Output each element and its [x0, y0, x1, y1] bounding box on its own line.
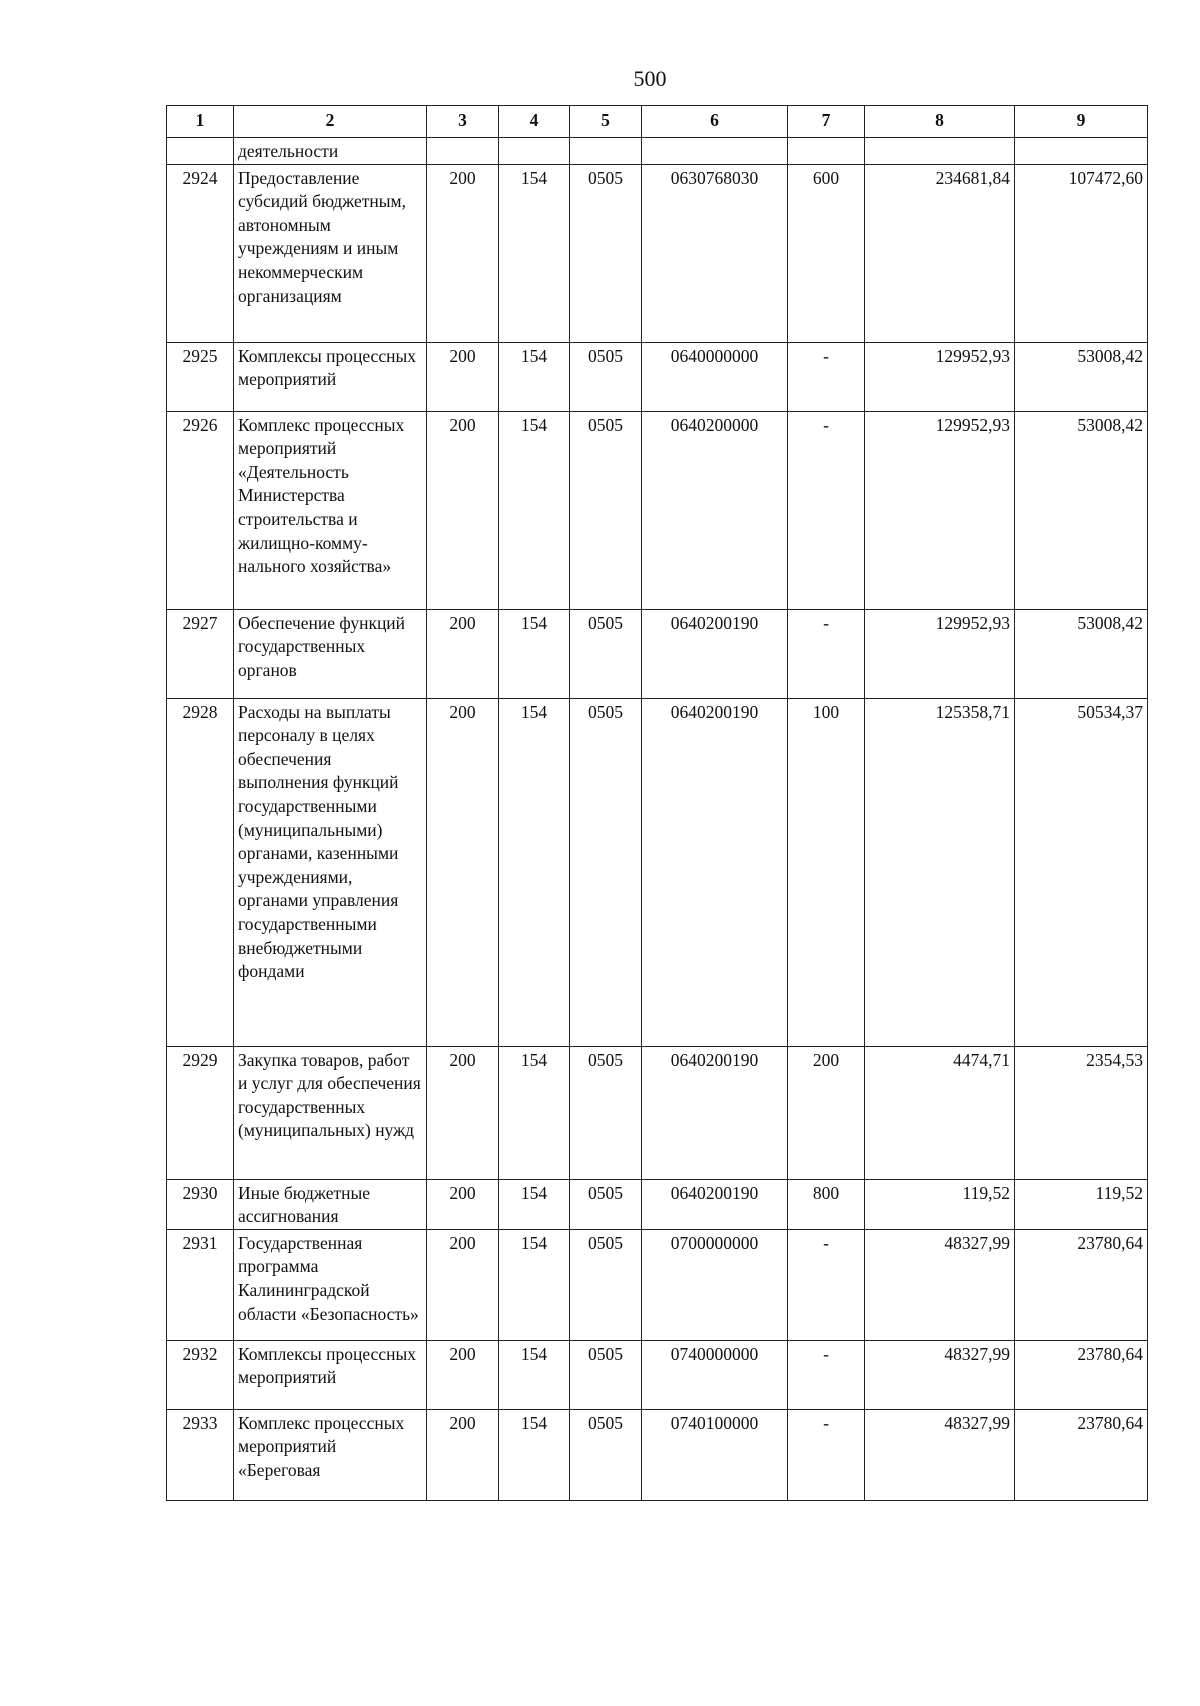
code-col5-cell: 0505 — [570, 1409, 642, 1500]
code-col3-cell: 200 — [427, 1046, 499, 1179]
header-cell: 3 — [427, 106, 499, 138]
item-name-cell: Комплекс процессных мероприятий «Деятельность Министерства строительства и жилищно-комму-нального хозяйства» — [234, 411, 427, 609]
expense-type-cell — [788, 138, 865, 165]
header-cell: 5 — [570, 106, 642, 138]
header-cell: 7 — [788, 106, 865, 138]
item-name-cell: Обеспечение функций государственных органов — [234, 609, 427, 698]
expense-type-cell: 200 — [788, 1046, 865, 1179]
table-row — [167, 1229, 1148, 1340]
header-cell: 9 — [1015, 106, 1148, 138]
header-cell: 1 — [167, 106, 234, 138]
amount-col9-cell: 23780,64 — [1015, 1409, 1148, 1500]
expense-type-cell: - — [788, 1409, 865, 1500]
table-body — [167, 138, 1148, 1501]
budget-table — [166, 105, 1148, 1501]
code-col4-cell — [499, 138, 570, 165]
code-col4-cell: 154 — [499, 342, 570, 411]
item-name-cell: Комплексы процессных мероприятий — [234, 1340, 427, 1409]
header-cell: 2 — [234, 106, 427, 138]
amount-col9-cell — [1015, 138, 1148, 165]
amount-col9-cell: 23780,64 — [1015, 1229, 1148, 1340]
item-name-cell: Иные бюджетные ассигнования — [234, 1179, 427, 1229]
expense-type-cell: 100 — [788, 698, 865, 1046]
table-row — [167, 411, 1148, 609]
code-col3-cell: 200 — [427, 411, 499, 609]
table-row — [167, 138, 1148, 165]
header-row — [167, 106, 1148, 138]
amount-col8-cell — [865, 138, 1015, 165]
target-code-cell: 0640000000 — [642, 342, 788, 411]
target-code-cell: 0640200190 — [642, 1046, 788, 1179]
code-col4-cell: 154 — [499, 1409, 570, 1500]
header-cell: 8 — [865, 106, 1015, 138]
table-row — [167, 609, 1148, 698]
row-number-cell: 2924 — [167, 164, 234, 342]
target-code-cell: 0740100000 — [642, 1409, 788, 1500]
amount-col8-cell: 119,52 — [865, 1179, 1015, 1229]
item-name-cell: Расходы на выплаты персоналу в целях обеспечения выполнения функций государственными (муниципальными) органами, казенными учреждениями, органами управления государственными внебюджетными фондами — [234, 698, 427, 1046]
row-number-cell: 2933 — [167, 1409, 234, 1500]
amount-col8-cell: 48327,99 — [865, 1229, 1015, 1340]
target-code-cell: 0700000000 — [642, 1229, 788, 1340]
code-col4-cell: 154 — [499, 609, 570, 698]
amount-col9-cell: 107472,60 — [1015, 164, 1148, 342]
amount-col8-cell: 129952,93 — [865, 411, 1015, 609]
table-row — [167, 1179, 1148, 1229]
amount-col8-cell: 4474,71 — [865, 1046, 1015, 1179]
item-name-cell: Комплексы процессных мероприятий — [234, 342, 427, 411]
amount-col8-cell: 234681,84 — [865, 164, 1015, 342]
expense-type-cell: - — [788, 609, 865, 698]
code-col5-cell: 0505 — [570, 342, 642, 411]
amount-col8-cell: 48327,99 — [865, 1340, 1015, 1409]
row-number-cell: 2928 — [167, 698, 234, 1046]
code-col5-cell: 0505 — [570, 1229, 642, 1340]
code-col3-cell: 200 — [427, 1409, 499, 1500]
table-row — [167, 1340, 1148, 1409]
item-name-cell: Государственная программа Калининградской области «Безопасность» — [234, 1229, 427, 1340]
code-col5-cell: 0505 — [570, 411, 642, 609]
code-col5-cell: 0505 — [570, 1340, 642, 1409]
amount-col8-cell: 129952,93 — [865, 342, 1015, 411]
table-row — [167, 698, 1148, 1046]
table-row — [167, 342, 1148, 411]
code-col5-cell: 0505 — [570, 698, 642, 1046]
row-number-cell: 2926 — [167, 411, 234, 609]
amount-col8-cell: 48327,99 — [865, 1409, 1015, 1500]
code-col5-cell: 0505 — [570, 164, 642, 342]
code-col3-cell: 200 — [427, 342, 499, 411]
target-code-cell: 0640200190 — [642, 1179, 788, 1229]
expense-type-cell: - — [788, 411, 865, 609]
expense-type-cell: - — [788, 342, 865, 411]
row-number-cell: 2932 — [167, 1340, 234, 1409]
row-number-cell — [167, 138, 234, 165]
code-col5-cell — [570, 138, 642, 165]
code-col3-cell: 200 — [427, 164, 499, 342]
code-col3-cell: 200 — [427, 1229, 499, 1340]
amount-col9-cell: 23780,64 — [1015, 1340, 1148, 1409]
target-code-cell: 0640200000 — [642, 411, 788, 609]
code-col4-cell: 154 — [499, 1340, 570, 1409]
code-col4-cell: 154 — [499, 164, 570, 342]
amount-col9-cell: 53008,42 — [1015, 342, 1148, 411]
code-col3-cell: 200 — [427, 609, 499, 698]
row-number-cell: 2929 — [167, 1046, 234, 1179]
row-number-cell: 2930 — [167, 1179, 234, 1229]
target-code-cell: 0640200190 — [642, 609, 788, 698]
item-name-cell: деятельности — [234, 138, 427, 165]
code-col3-cell: 200 — [427, 1340, 499, 1409]
row-number-cell: 2927 — [167, 609, 234, 698]
code-col3-cell: 200 — [427, 1179, 499, 1229]
amount-col8-cell: 125358,71 — [865, 698, 1015, 1046]
item-name-cell: Предоставление субсидий бюджетным, автономным учреждениям и иным некоммерческим организациям — [234, 164, 427, 342]
amount-col9-cell: 50534,37 — [1015, 698, 1148, 1046]
target-code-cell: 0740000000 — [642, 1340, 788, 1409]
code-col5-cell: 0505 — [570, 1179, 642, 1229]
header-cell: 4 — [499, 106, 570, 138]
item-name-cell: Закупка товаров, работ и услуг для обеспечения государственных (муниципальных) нужд — [234, 1046, 427, 1179]
expense-type-cell: - — [788, 1229, 865, 1340]
target-code-cell: 0640200190 — [642, 698, 788, 1046]
code-col4-cell: 154 — [499, 1046, 570, 1179]
table-row — [167, 1046, 1148, 1179]
expense-type-cell: 600 — [788, 164, 865, 342]
target-code-cell — [642, 138, 788, 165]
amount-col9-cell: 53008,42 — [1015, 609, 1148, 698]
expense-type-cell: 800 — [788, 1179, 865, 1229]
code-col3-cell: 200 — [427, 698, 499, 1046]
code-col3-cell — [427, 138, 499, 165]
amount-col8-cell: 129952,93 — [865, 609, 1015, 698]
code-col4-cell: 154 — [499, 698, 570, 1046]
code-col5-cell: 0505 — [570, 1046, 642, 1179]
code-col5-cell: 0505 — [570, 609, 642, 698]
row-number-cell: 2931 — [167, 1229, 234, 1340]
target-code-cell: 0630768030 — [642, 164, 788, 342]
amount-col9-cell: 53008,42 — [1015, 411, 1148, 609]
code-col4-cell: 154 — [499, 1229, 570, 1340]
page-number: 500 — [633, 66, 667, 91]
row-number-cell: 2925 — [167, 342, 234, 411]
item-name-cell: Комплекс процессных мероприятий «Береговая — [234, 1409, 427, 1500]
amount-col9-cell: 119,52 — [1015, 1179, 1148, 1229]
code-col4-cell: 154 — [499, 411, 570, 609]
amount-col9-cell: 2354,53 — [1015, 1046, 1148, 1179]
expense-type-cell: - — [788, 1340, 865, 1409]
header-cell: 6 — [642, 106, 788, 138]
table-row — [167, 1409, 1148, 1500]
table-row — [167, 164, 1148, 342]
code-col4-cell: 154 — [499, 1179, 570, 1229]
